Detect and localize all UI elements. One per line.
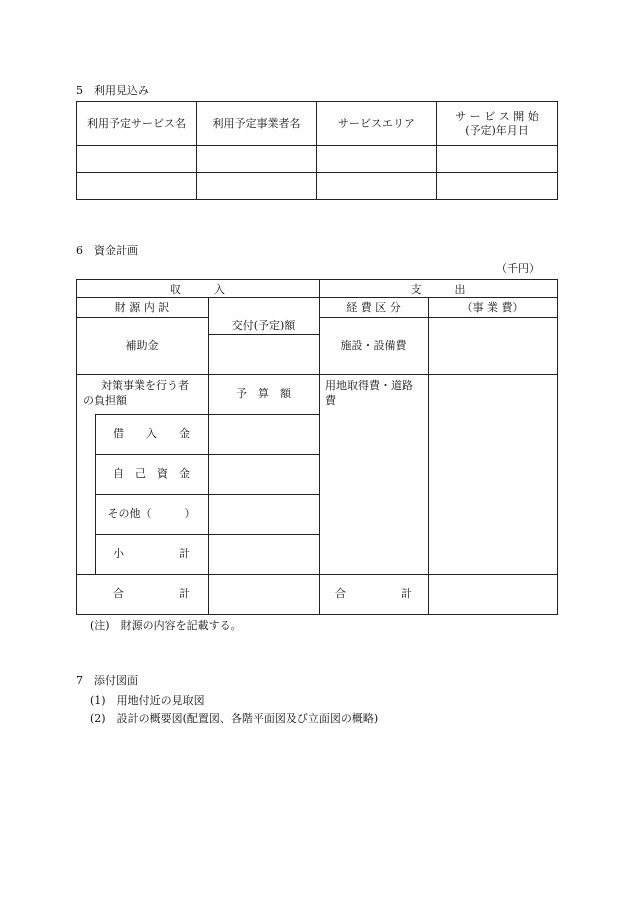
source-breakdown-header: 財 源 内 訳 <box>114 301 170 314</box>
section6-heading: 6 資金計画 <box>76 244 138 257</box>
facility-label: 施設・設備費 <box>340 339 407 352</box>
other-label: その他（ ） <box>107 507 196 520</box>
table-line <box>428 297 429 614</box>
burden-label-line1: 対策事業を行う者 <box>101 379 189 392</box>
header-start-date-line1: サ ー ビ ス 開 始 <box>455 109 539 123</box>
table-line <box>319 279 320 615</box>
attachment-item-2: (2) 設計の概要図(配置図、各階平面図及び立面図の概略) <box>90 712 379 725</box>
header-service-name: 利用予定サービス名 <box>77 102 197 146</box>
table-line <box>95 534 319 535</box>
header-service-area: サービスエリア <box>317 102 437 146</box>
income-header: 収 入 <box>170 283 225 296</box>
land-label-line2: 費 <box>325 394 336 407</box>
header-operator-name: 利用予定事業者名 <box>197 102 317 146</box>
burden-label-line2: の負担額 <box>83 394 127 407</box>
own-funds-label: 自 己 資 金 <box>113 467 190 480</box>
section7-heading: 7 添付図面 <box>76 674 138 687</box>
table-line <box>208 334 319 335</box>
table-line <box>76 279 77 615</box>
table-line <box>76 574 557 575</box>
table-line <box>76 614 557 615</box>
budget-header: 予 算 額 <box>236 387 291 400</box>
table-line <box>95 494 319 495</box>
table-line <box>95 454 319 455</box>
table-line <box>76 317 208 318</box>
table-line <box>557 279 558 615</box>
section5-heading: 5 利用見込み <box>76 84 149 97</box>
table-line <box>76 374 557 375</box>
attachment-item-1: (1) 用地付近の見取図 <box>90 694 205 707</box>
table-line <box>208 297 209 614</box>
note-text: (注) 財源の内容を記載する。 <box>90 619 242 632</box>
table-line <box>95 414 319 415</box>
subtotal-label: 小 計 <box>113 547 190 560</box>
unit-label: （千円） <box>496 262 540 275</box>
table-line <box>76 297 557 298</box>
total-right-label: 合 計 <box>335 587 412 600</box>
subsidy-label: 補助金 <box>125 339 159 352</box>
land-label-line1: 用地取得費・道路 <box>325 379 413 392</box>
project-cost-header: （事 業 費） <box>461 301 524 314</box>
total-left-label: 合 計 <box>113 587 190 600</box>
header-start-date-line2: (予定)年月日 <box>465 123 529 137</box>
expense-category-header: 経 費 区 分 <box>346 301 401 314</box>
table-line <box>319 317 557 318</box>
expense-header: 支 出 <box>410 283 466 296</box>
grant-amount-header: 交付(予定)額 <box>231 319 296 332</box>
table-line <box>76 279 557 280</box>
loan-label: 借 入 金 <box>113 427 190 440</box>
